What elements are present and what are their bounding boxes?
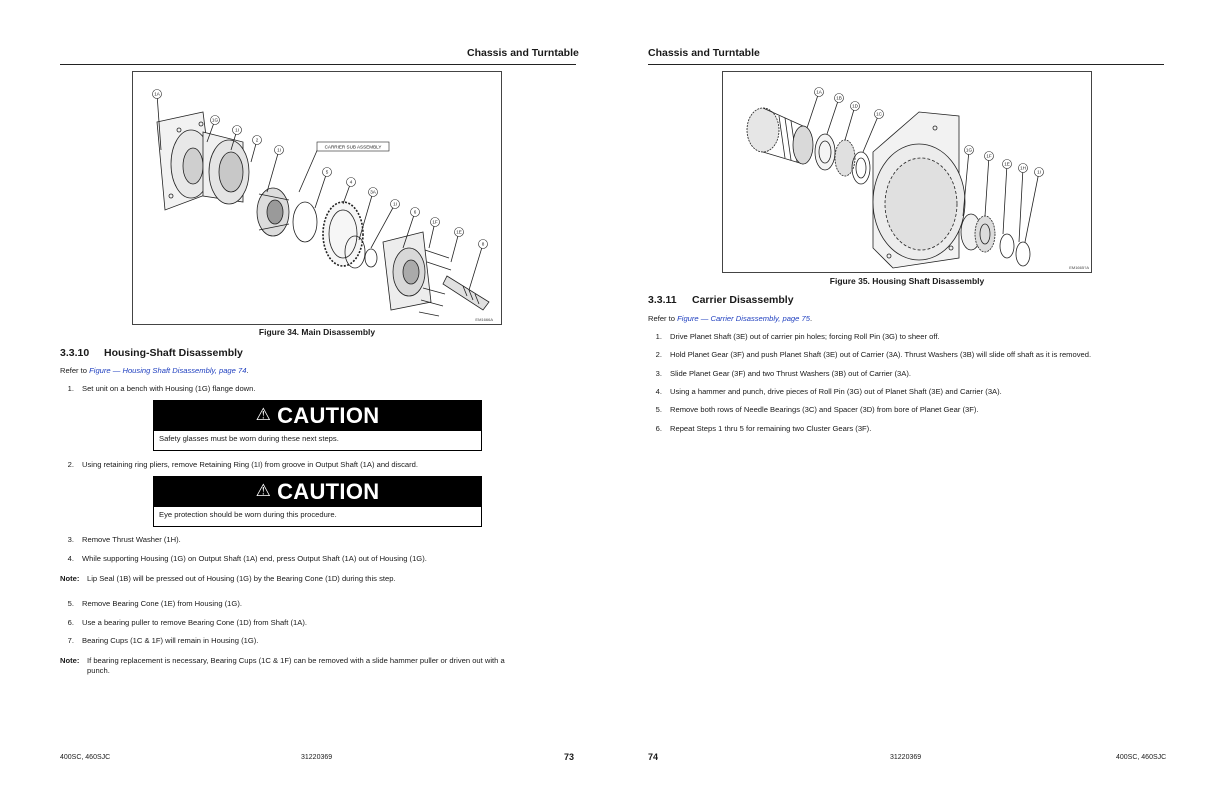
callout: 1I — [393, 201, 397, 207]
page-number: 74 — [648, 752, 659, 762]
callout: 1E — [1004, 161, 1010, 167]
figure-main-disassembly — [132, 71, 502, 325]
step-number: 2. — [655, 350, 662, 359]
section-number: 3.3.10 — [60, 347, 90, 359]
step-number: 7. — [67, 636, 74, 645]
note-text: Lip Seal (1B) will be pressed out of Housing (1G) by the Bearing Cone (1D) during this step. — [87, 574, 396, 583]
section-title: Housing-Shaft Disassembly — [104, 347, 243, 359]
figure-link[interactable]: Figure — Housing Shaft Disassembly, page 74 — [89, 366, 247, 375]
step-number: 6. — [655, 424, 662, 433]
header-rule — [60, 64, 576, 65]
refer-prefix: Refer to — [648, 314, 678, 323]
step-text: Using a hammer and punch, drive pieces of Roll Pin (3G) out of Planet Shaft (3E) and Carrier (3A). — [670, 387, 1002, 396]
callout: 5 — [325, 169, 329, 175]
callout: 1G — [965, 147, 973, 153]
callout: 3A — [370, 189, 376, 195]
note-label: Note: — [60, 574, 80, 583]
callout: 1F — [986, 153, 992, 159]
caution-header — [154, 477, 481, 507]
page-header: Chassis and Turntable — [648, 47, 760, 59]
section-title: Carrier Disassembly — [692, 294, 794, 306]
caution-box — [153, 400, 482, 451]
right-page — [612, 0, 1224, 792]
caution-text: Safety glasses must be worn during these next steps. — [159, 434, 339, 443]
caution-box — [153, 476, 482, 527]
step-number: 6. — [67, 618, 74, 627]
note-text: If bearing replacement is necessary, Bearing Cups (1C & 1F) can be removed with a slide hammer puller or driven out with a — [87, 656, 505, 665]
step-text: Remove Thrust Washer (1H). — [82, 535, 181, 544]
page-header: Chassis and Turntable — [467, 47, 579, 59]
step-text: Hold Planet Gear (3F) and push Planet Shaft (3E) out of Carrier (3A). Thrust Washers (3B) will slide off shaft as it is removed. — [670, 350, 1092, 359]
exploded-view-drawing — [723, 72, 1091, 272]
callout: 4 — [349, 179, 353, 185]
step-text: Repeat Steps 1 thru 5 for remaining two Cluster Gears (3F). — [670, 424, 872, 433]
callout: 1G — [211, 117, 219, 123]
callout: 1F — [432, 219, 438, 225]
header-rule — [648, 64, 1164, 65]
section-heading — [60, 347, 243, 359]
refer-line — [648, 314, 812, 324]
refer-line — [60, 366, 249, 376]
step-number: 5. — [655, 405, 662, 414]
refer-prefix: Refer to — [60, 366, 90, 375]
step-number: 5. — [67, 599, 74, 608]
footer-doc-number: 31220369 — [301, 754, 333, 761]
step-text: Use a bearing puller to remove Bearing Cone (1D) from Shaft (1A). — [82, 618, 307, 627]
callout: 6 — [413, 209, 417, 215]
warning-triangle-icon: ⚠ — [255, 405, 272, 424]
caution-title: CAUTION — [277, 403, 380, 428]
footer-model: 400SC, 460SJC — [1116, 754, 1167, 761]
step-text: Set unit on a bench with Housing (1G) flange down. — [82, 384, 256, 393]
step-number: 2. — [67, 460, 74, 469]
step-text: Drive Planet Shaft (3E) out of carrier pin holes; forcing Roll Pin (3G) to sheer off. — [670, 332, 940, 341]
section-heading — [648, 294, 794, 306]
callout: 1I — [235, 127, 239, 133]
figure-caption: Figure 34. Main Disassembly — [258, 327, 376, 337]
caution-header — [154, 401, 481, 431]
step-text: While supporting Housing (1G) on Output Shaft (1A) end, press Output Shaft (1A) out of Housing (1G). — [82, 554, 427, 563]
step-number: 3. — [655, 369, 662, 378]
callout: 1I — [1037, 169, 1041, 175]
step-text: Remove both rows of Needle Bearings (3C) and Spacer (3D) from bore of Planet Gear (3F). — [670, 405, 979, 414]
caution-text: Eye protection should be worn during this procedure. — [159, 510, 337, 519]
exploded-view-drawing — [133, 72, 501, 324]
warning-triangle-icon: ⚠ — [255, 481, 272, 500]
step-number: 3. — [67, 535, 74, 544]
callout: 1I — [277, 147, 281, 153]
refer-suffix: . — [246, 366, 249, 375]
callout: 1A — [816, 89, 822, 95]
footer-doc-number: 31220369 — [890, 754, 922, 761]
step-text: Remove Bearing Cone (1E) from Housing (1G). — [82, 599, 242, 608]
step-text: Using retaining ring pliers, remove Retaining Ring (1I) from groove in Output Shaft (1A) and discard. — [82, 460, 418, 469]
section-number: 3.3.11 — [648, 294, 677, 306]
figure-link[interactable]: Figure — Carrier Disassembly, page 75 — [677, 314, 810, 323]
step-number: 1. — [655, 332, 662, 341]
callout: 8 — [481, 241, 485, 247]
step-number: 4. — [67, 554, 74, 563]
footer-model: 400SC, 460SJC — [60, 754, 111, 761]
step-number: 4. — [655, 387, 662, 396]
step-number: 1. — [67, 384, 74, 393]
callout: 1B — [836, 95, 842, 101]
callout-box-label: CARRIER SUB ASSEMBLY — [324, 144, 382, 150]
step-text: Slide Planet Gear (3F) and two Thrust Washers (3B) out of Carrier (3A). — [670, 369, 911, 378]
refer-suffix: . — [809, 314, 813, 323]
callout: 1A — [154, 91, 160, 97]
note-text: punch. — [87, 666, 110, 675]
caution-title: CAUTION — [277, 479, 380, 504]
callout: 1D — [852, 103, 858, 109]
figure-code: EM1665?A — [1069, 265, 1089, 270]
callout: 2 — [255, 137, 259, 143]
callout: 1E — [456, 229, 462, 235]
figure-housing-shaft — [722, 71, 1092, 273]
figure-code: EM1666A — [475, 317, 493, 322]
callout: 1C — [876, 111, 882, 117]
callout: 1H — [1020, 165, 1026, 171]
note-label: Note: — [60, 656, 80, 665]
step-text: Bearing Cups (1C & 1F) will remain in Housing (1G). — [82, 636, 259, 645]
page-number: 73 — [564, 752, 575, 762]
figure-caption: Figure 35. Housing Shaft Disassembly — [829, 276, 985, 286]
